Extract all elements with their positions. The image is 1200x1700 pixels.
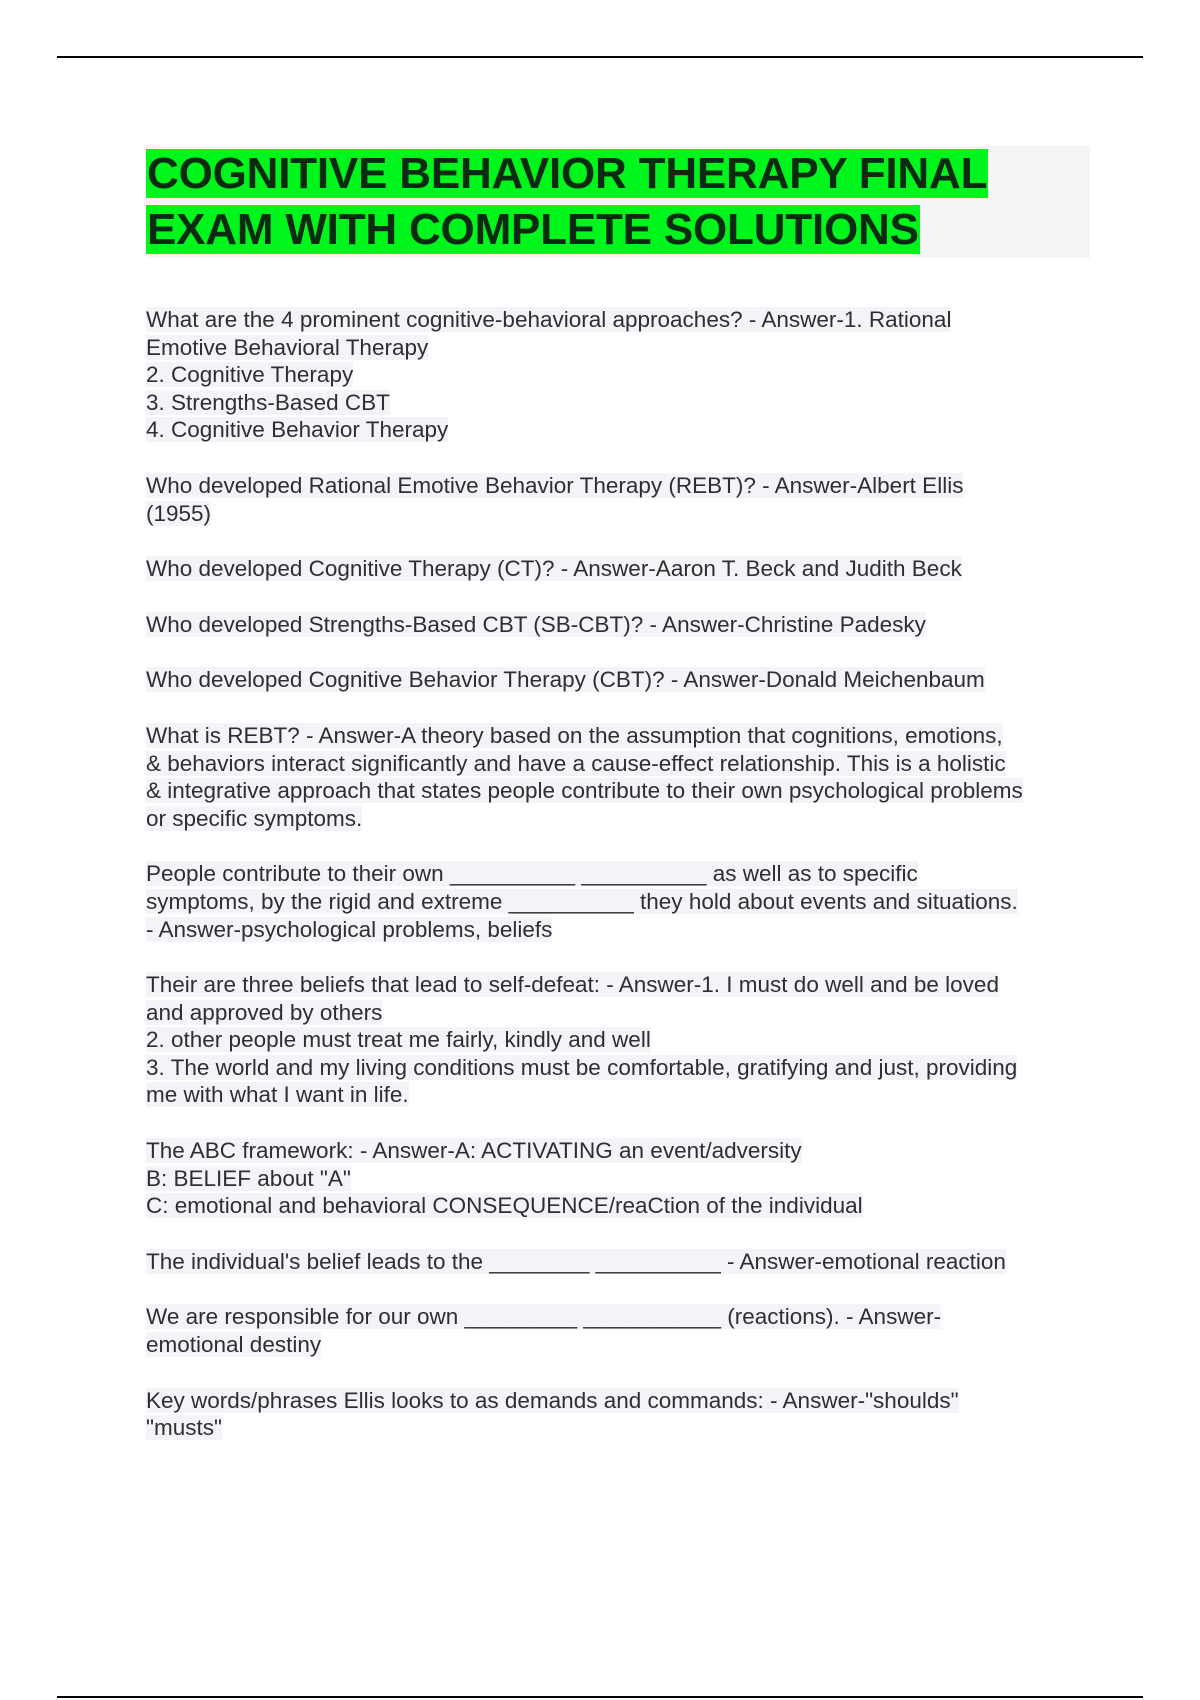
qa-item [146,1137,1090,1220]
qa-item [146,971,1090,1109]
qa-text: Their are three beliefs that lead to self-defeat: - Answer-1. I must do well and be loved and approved by others 2. other people must treat me fairly, kindly and well 3. The world and my living conditions must be comfortable, gratifying and just, providing me with what I want in life. [146,972,1018,1108]
title-block [146,146,1090,258]
qa-text: Who developed Rational Emotive Behavior Therapy (REBT)? - Answer-Albert Ellis (1955) [146,472,964,526]
qa-item [146,1303,1090,1358]
qa-text: What is REBT? - Answer-A theory based on the assumption that cognitions, emotions, & behaviors interact significantly and have a cause-effect relationship. This is a holistic & integrative approach that states people contribute to their own psychological problems or specific symptoms. [146,722,1023,831]
qa-text: What are the 4 prominent cognitive-behavioral approaches? - Answer-1. Rational Emotive Behavioral Therapy 2. Cognitive Therapy 3. Strengths-Based CBT 4. Cognitive Behavior Therapy [146,307,952,443]
qa-text: Who developed Strengths-Based CBT (SB-CBT)? - Answer-Christine Padesky [146,611,926,637]
qa-list [146,306,1090,1442]
qa-text: Who developed Cognitive Therapy (CT)? - Answer-Aaron T. Beck and Judith Beck [146,556,962,582]
qa-text: The ABC framework: - Answer-A: ACTIVATING an event/adversity B: BELIEF about "A" C: emotional and behavioral CONSEQUENCE/reaCtion of the individual [146,1138,863,1219]
qa-item [146,1248,1090,1276]
qa-text: The individual's belief leads to the ________ __________ - Answer-emotional reaction [146,1248,1006,1274]
qa-item [146,472,1090,527]
qa-item [146,860,1090,943]
qa-item [146,611,1090,639]
qa-text: We are responsible for our own _________ ___________ (reactions). - Answer- emotional destiny [146,1304,942,1358]
qa-text: People contribute to their own __________ __________ as well as to specific symptoms, by the rigid and extreme __________ they hold about events and situations. - Answer-psychological problems, beliefs [146,861,1018,942]
title-highlight: COGNITIVE BEHAVIOR THERAPY FINAL EXAM WITH COMPLETE SOLUTIONS [147,149,988,254]
document-title [146,146,1090,258]
footer-rule [57,1696,1143,1698]
qa-item [146,666,1090,694]
document-body [146,146,1090,1470]
header-rule [57,56,1143,58]
qa-text: Who developed Cognitive Behavior Therapy (CBT)? - Answer-Donald Meichenbaum [146,667,985,693]
qa-text: Key words/phrases Ellis looks to as demands and commands: - Answer-"shoulds" "musts" [146,1387,959,1441]
qa-item [146,1387,1090,1442]
qa-item [146,555,1090,583]
qa-item [146,306,1090,444]
qa-item [146,722,1090,832]
